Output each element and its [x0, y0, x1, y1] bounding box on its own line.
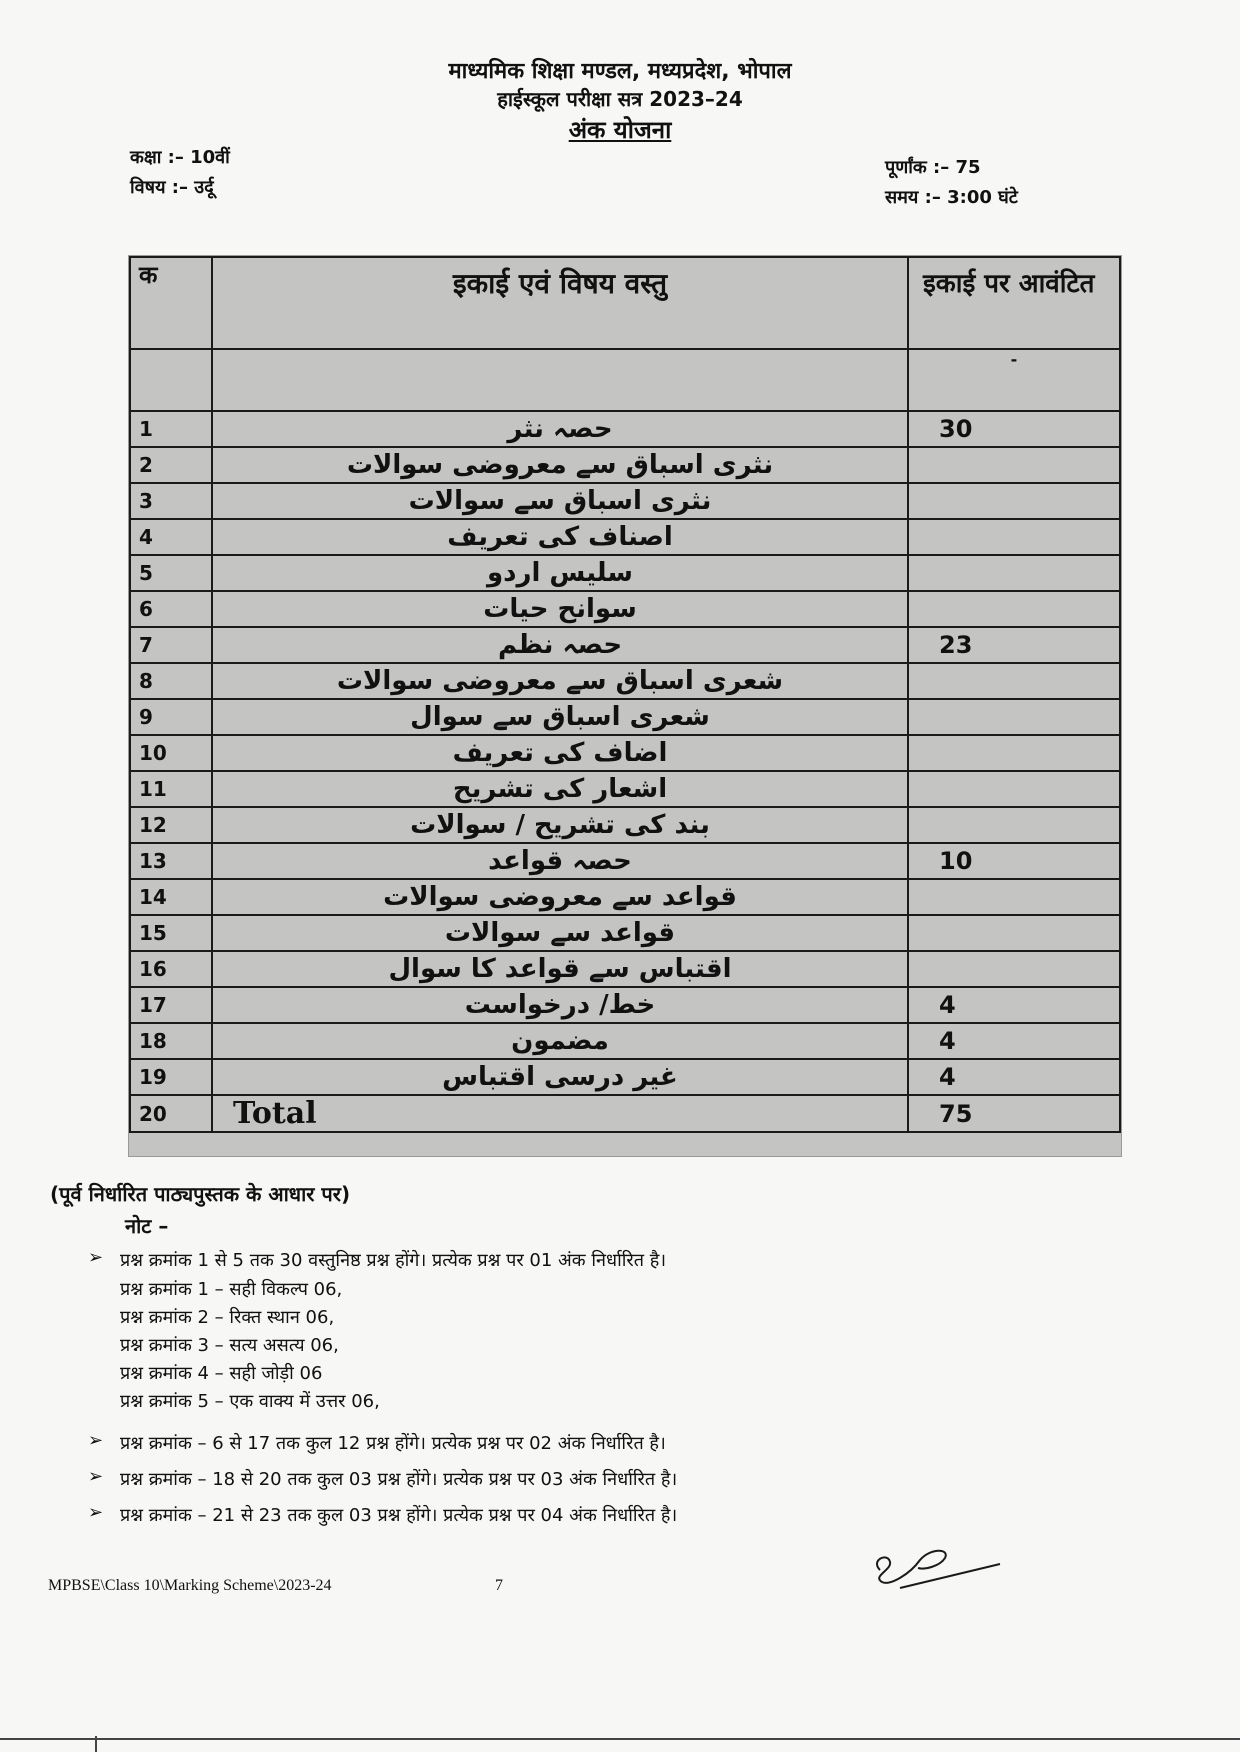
note-line-2: प्रश्न क्रमांक – 6 से 17 तक कुल 12 प्रश्न होंगे। प्रत्येक प्रश्न पर 02 अंक निर्धारित है।: [120, 1433, 666, 1454]
row-marks: [908, 915, 1120, 951]
row-serial: 1: [130, 411, 212, 447]
row-marks: [908, 591, 1120, 627]
table-row: [130, 987, 1120, 1023]
row-marks: [908, 951, 1120, 987]
note-line-4: प्रश्न क्रमांक – 21 से 23 तक कुल 03 प्रश्न होंगे। प्रत्येक प्रश्न पर 04 अंक निर्धारित है।: [120, 1505, 678, 1526]
row-serial: 10: [130, 735, 212, 771]
spacer-cell: [130, 349, 212, 411]
table-row: [130, 519, 1120, 555]
row-serial: 4: [130, 519, 212, 555]
row-serial: 19: [130, 1059, 212, 1095]
row-serial: 9: [130, 699, 212, 735]
row-marks: 4: [908, 1059, 1120, 1095]
table-row: [130, 1023, 1120, 1059]
table-row: [130, 771, 1120, 807]
row-serial: 3: [130, 483, 212, 519]
row-marks: [908, 447, 1120, 483]
arrow-bullet-icon: ➢: [88, 1247, 104, 1268]
row-content: غیر درسی اقتباس: [212, 1059, 908, 1095]
table-total-row: [130, 1095, 1120, 1132]
marking-table: [129, 256, 1121, 1133]
table-row: [130, 735, 1120, 771]
table-row: [130, 807, 1120, 843]
row-content: حصہ نثر: [212, 411, 908, 447]
row-marks: [908, 735, 1120, 771]
bottom-divider-tick: [95, 1736, 97, 1752]
table-row: [130, 591, 1120, 627]
row-serial: 14: [130, 879, 212, 915]
row-marks: [908, 879, 1120, 915]
header-marks: इकाई पर आवंटित: [908, 257, 1120, 349]
row-marks: 4: [908, 987, 1120, 1023]
row-marks: [908, 483, 1120, 519]
arrow-bullet-icon: ➢: [88, 1502, 104, 1523]
total-serial: 20: [130, 1095, 212, 1132]
row-content: سلیس اردو: [212, 555, 908, 591]
page-number: 7: [495, 1577, 503, 1594]
row-marks: 30: [908, 411, 1120, 447]
table-header-row: [130, 257, 1120, 349]
table-body: [130, 411, 1120, 1132]
row-serial: 13: [130, 843, 212, 879]
total-marks-label: पूर्णांक :– 75: [885, 157, 981, 178]
row-serial: 15: [130, 915, 212, 951]
marking-table-container: [128, 255, 1122, 1157]
row-marks: [908, 519, 1120, 555]
note-line-1: प्रश्न क्रमांक 1 से 5 तक 30 वस्तुनिष्ठ प्रश्न होंगे। प्रत्येक प्रश्न पर 01 अंक निर्धारित है।: [120, 1250, 667, 1271]
row-marks: [908, 555, 1120, 591]
row-serial: 12: [130, 807, 212, 843]
total-label: Total: [212, 1095, 908, 1132]
row-marks: 4: [908, 1023, 1120, 1059]
row-serial: 17: [130, 987, 212, 1023]
note-sub-3: प्रश्न क्रमांक 3 – सत्य असत्य 06,: [120, 1335, 339, 1356]
row-content: حصہ قواعد: [212, 843, 908, 879]
row-content: نثری اسباق سے سوالات: [212, 483, 908, 519]
table-spacer-row: [130, 349, 1120, 411]
row-content: قواعد سے سوالات: [212, 915, 908, 951]
row-marks: [908, 699, 1120, 735]
table-row: [130, 627, 1120, 663]
row-content: مضمون: [212, 1023, 908, 1059]
exam-session: हाईस्कूल परीक्षा सत्र 2023–24: [497, 87, 743, 111]
time-label: समय :– 3:00 घंटे: [885, 187, 1018, 208]
note-sub-5: प्रश्न क्रमांक 5 – एक वाक्य में उत्तर 06,: [120, 1391, 380, 1412]
signature-icon: [860, 1530, 1010, 1600]
row-serial: 11: [130, 771, 212, 807]
table-row: [130, 1059, 1120, 1095]
table-row: [130, 411, 1120, 447]
table-row: [130, 879, 1120, 915]
row-marks: 23: [908, 627, 1120, 663]
row-content: حصہ نظم: [212, 627, 908, 663]
row-serial: 2: [130, 447, 212, 483]
header-serial: क: [130, 257, 212, 349]
row-content: اقتباس سے قواعد کا سوال: [212, 951, 908, 987]
arrow-bullet-icon: ➢: [88, 1466, 104, 1487]
table-row: [130, 663, 1120, 699]
row-serial: 18: [130, 1023, 212, 1059]
note-sub-1: प्रश्न क्रमांक 1 – सही विकल्प 06,: [120, 1279, 343, 1300]
row-serial: 5: [130, 555, 212, 591]
table-row: [130, 915, 1120, 951]
row-content: قواعد سے معروضی سوالات: [212, 879, 908, 915]
row-marks: [908, 663, 1120, 699]
row-marks: [908, 771, 1120, 807]
row-content: نثری اسباق سے معروضی سوالات: [212, 447, 908, 483]
row-marks: 10: [908, 843, 1120, 879]
row-content: سوانح حیات: [212, 591, 908, 627]
bottom-divider: [0, 1738, 1240, 1740]
row-serial: 6: [130, 591, 212, 627]
row-serial: 7: [130, 627, 212, 663]
spacer-cell: [212, 349, 908, 411]
class-label: कक्षा :– 10वीं: [130, 147, 230, 168]
basis-note: (पूर्व निर्धारित पाठ्यपुस्तक के आधार पर): [50, 1182, 351, 1206]
note-sub-4: प्रश्न क्रमांक 4 – सही जोड़ी 06: [120, 1363, 323, 1384]
row-serial: 8: [130, 663, 212, 699]
subject-label: विषय :– उर्दू: [130, 177, 214, 198]
spacer-dash: -: [908, 349, 1120, 411]
page-title: अंक योजना: [568, 116, 672, 144]
row-marks: [908, 807, 1120, 843]
row-content: خط/ درخواست: [212, 987, 908, 1023]
row-content: شعری اسباق سے معروضی سوالات: [212, 663, 908, 699]
total-marks: 75: [908, 1095, 1120, 1132]
note-line-3: प्रश्न क्रमांक – 18 से 20 तक कुल 03 प्रश्न होंगे। प्रत्येक प्रश्न पर 03 अंक निर्धारित है।: [120, 1469, 678, 1490]
row-content: اضاف کی تعریف: [212, 735, 908, 771]
row-serial: 16: [130, 951, 212, 987]
row-content: اصناف کی تعریف: [212, 519, 908, 555]
footer-path: MPBSE\Class 10\Marking Scheme\2023-24: [48, 1577, 332, 1594]
row-content: اشعار کی تشریح: [212, 771, 908, 807]
arrow-bullet-icon: ➢: [88, 1430, 104, 1451]
table-row: [130, 555, 1120, 591]
table-row: [130, 951, 1120, 987]
table-row: [130, 483, 1120, 519]
note-heading: नोट –: [125, 1214, 169, 1238]
row-content: شعری اسباق سے سوال: [212, 699, 908, 735]
board-name: माध्यमिक शिक्षा मण्डल, मध्यप्रदेश, भोपाल: [448, 59, 792, 84]
table-row: [130, 447, 1120, 483]
table-row: [130, 843, 1120, 879]
table-row: [130, 699, 1120, 735]
header-content: इकाई एवं विषय वस्तु: [212, 257, 908, 349]
row-content: بند کی تشریح / سوالات: [212, 807, 908, 843]
note-sub-2: प्रश्न क्रमांक 2 – रिक्त स्थान 06,: [120, 1307, 335, 1328]
